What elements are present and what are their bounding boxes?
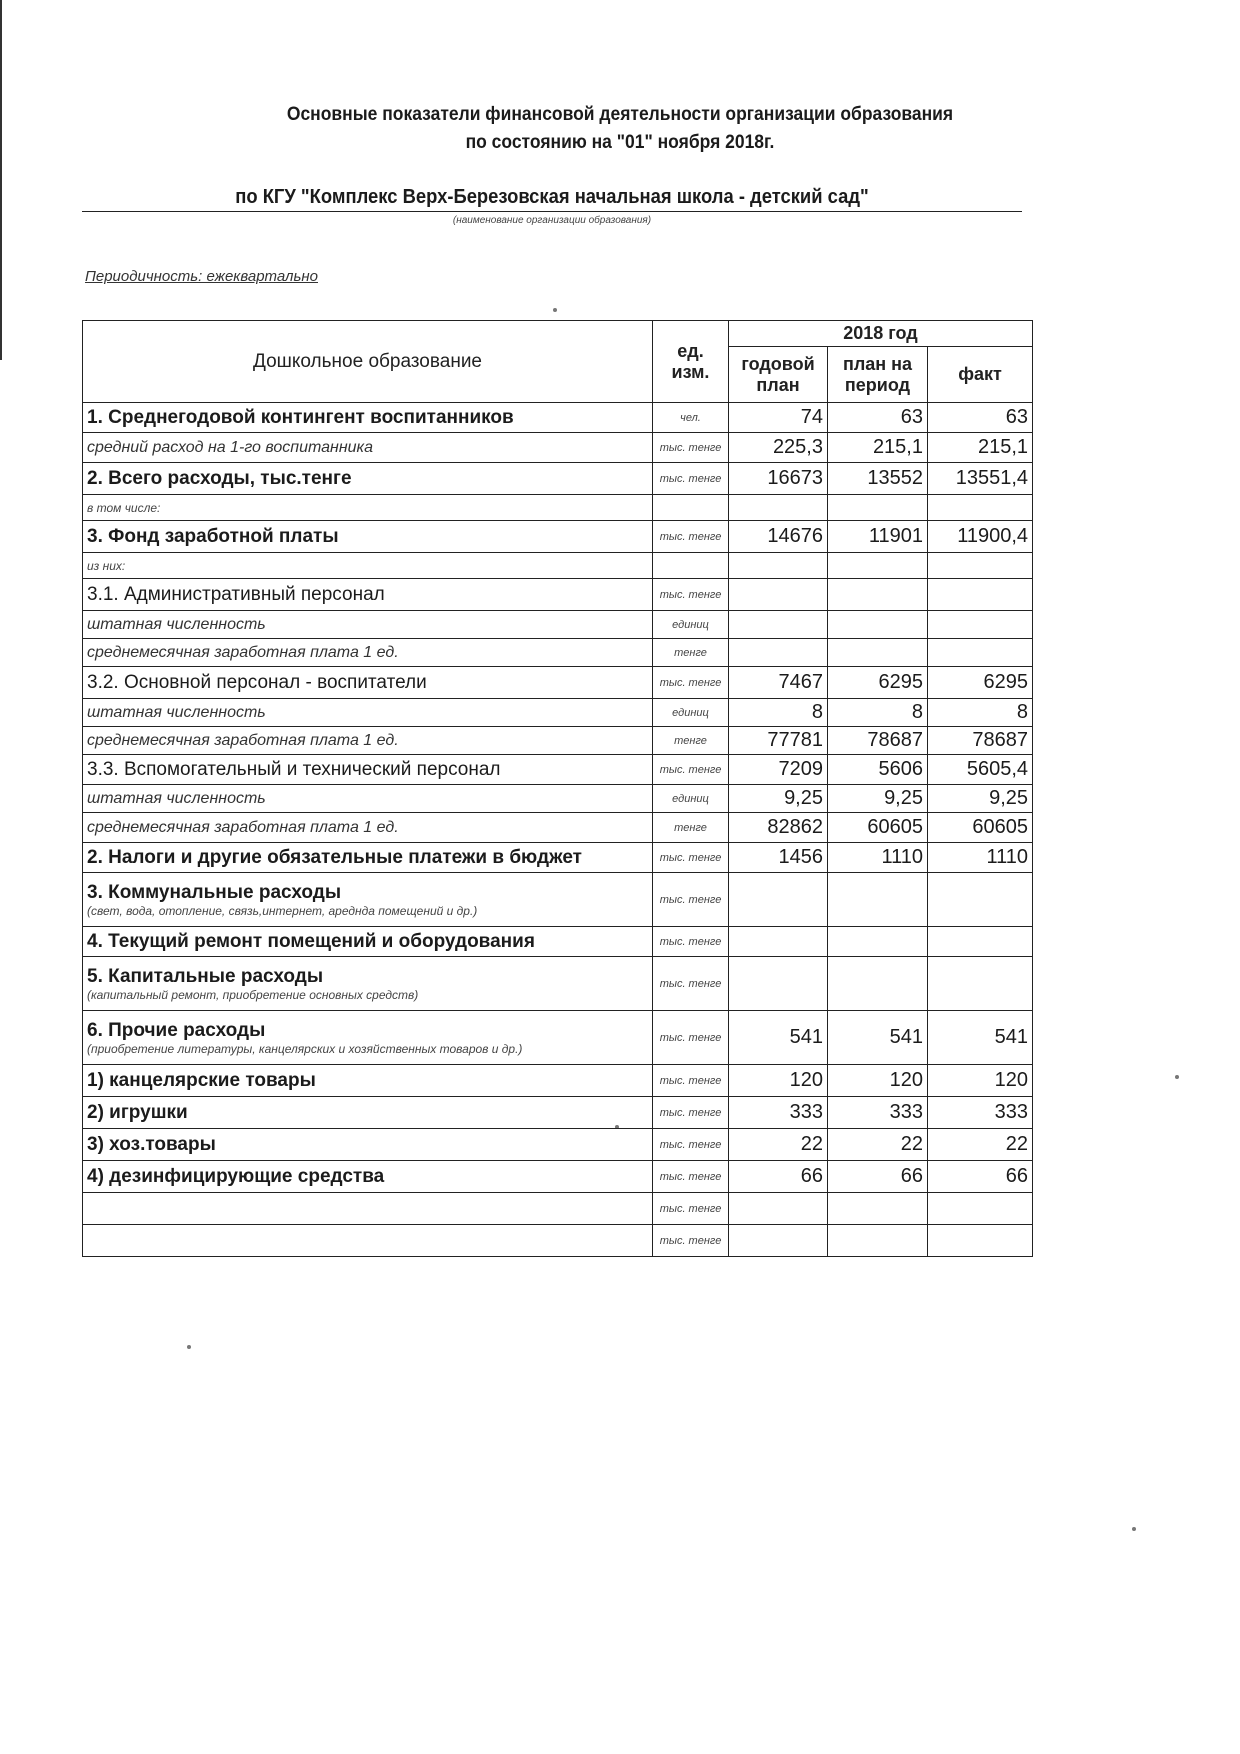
actual-cell: 11900,4 xyxy=(928,521,1033,553)
period-plan-cell xyxy=(828,873,928,927)
table-row xyxy=(83,1193,1033,1225)
unit-cell: тыс. тенге xyxy=(653,873,729,927)
annual-plan-cell: 14676 xyxy=(729,521,828,553)
period-plan-cell: 11901 xyxy=(828,521,928,553)
period-plan-cell xyxy=(828,927,928,957)
row-label: среднемесячная заработная плата 1 ед. xyxy=(87,643,399,661)
annual-plan-cell xyxy=(729,495,828,521)
actual-cell xyxy=(928,495,1033,521)
annual-plan-cell: 333 xyxy=(729,1097,828,1129)
row-label-cell xyxy=(83,553,653,579)
unit-cell: тыс. тенге xyxy=(653,433,729,463)
unit-cell: тыс. тенге xyxy=(653,927,729,957)
row-label-cell xyxy=(83,755,653,785)
periodicity: Периодичность: ежеквартально xyxy=(85,268,318,285)
row-sublabel: (приобретение литературы, канцелярских и хозяйственных товаров и др.) xyxy=(87,1041,523,1056)
unit-cell: тыс. тенге xyxy=(653,667,729,699)
table-row xyxy=(83,785,1033,813)
table-row xyxy=(83,927,1033,957)
annual-plan-header: годовой план xyxy=(729,347,828,403)
row-label: в том числе: xyxy=(87,500,161,515)
actual-cell: 9,25 xyxy=(928,785,1033,813)
row-label-cell xyxy=(83,1097,653,1129)
table-row xyxy=(83,1097,1033,1129)
row-label: 2. Всего расходы, тыс.тенге xyxy=(87,467,352,489)
actual-header: факт xyxy=(928,347,1033,403)
period-plan-cell xyxy=(828,611,928,639)
row-label-cell xyxy=(83,1161,653,1193)
scan-speck xyxy=(1132,1527,1136,1531)
table-row xyxy=(83,873,1033,927)
annual-plan-cell: 7209 xyxy=(729,755,828,785)
table-row xyxy=(83,579,1033,611)
period-plan-cell: 1110 xyxy=(828,843,928,873)
unit-cell: тыс. тенге xyxy=(653,1065,729,1097)
unit-cell: тыс. тенге xyxy=(653,843,729,873)
annual-plan-cell: 82862 xyxy=(729,813,828,843)
row-label-cell xyxy=(83,611,653,639)
actual-cell: 13551,4 xyxy=(928,463,1033,495)
period-plan-cell: 13552 xyxy=(828,463,928,495)
period-plan-cell: 63 xyxy=(828,403,928,433)
period-plan-cell: 120 xyxy=(828,1065,928,1097)
row-label: среднемесячная заработная плата 1 ед. xyxy=(87,731,399,749)
row-label-cell xyxy=(83,1193,653,1225)
row-label-cell xyxy=(83,1129,653,1161)
row-label: штатная численность xyxy=(87,703,266,721)
table-row xyxy=(83,639,1033,667)
table-row xyxy=(83,553,1033,579)
actual-cell: 60605 xyxy=(928,813,1033,843)
table-row xyxy=(83,755,1033,785)
annual-plan-cell xyxy=(729,873,828,927)
unit-cell: тыс. тенге xyxy=(653,957,729,1011)
annual-plan-cell xyxy=(729,579,828,611)
unit-cell: тенге xyxy=(653,813,729,843)
row-label-cell xyxy=(83,521,653,553)
row-label: 3.1. Административный персонал xyxy=(87,583,385,605)
period-plan-cell xyxy=(828,639,928,667)
unit-cell xyxy=(653,495,729,521)
row-label-cell xyxy=(83,667,653,699)
document-date: по состоянию на "01" ноября 2018г. xyxy=(465,132,775,153)
row-label-cell xyxy=(83,957,653,1011)
period-plan-cell: 8 xyxy=(828,699,928,727)
row-label: 2) игрушки xyxy=(87,1101,188,1123)
unit-cell: тыс. тенге xyxy=(653,1129,729,1161)
annual-plan-cell: 225,3 xyxy=(729,433,828,463)
annual-plan-cell: 77781 xyxy=(729,727,828,755)
annual-plan-cell xyxy=(729,639,828,667)
period-plan-header: план на период xyxy=(828,347,928,403)
document-title: Основные показатели финансовой деятельности организации образования xyxy=(286,104,954,125)
scan-edge-mark xyxy=(0,0,2,360)
unit-cell xyxy=(653,553,729,579)
actual-cell: 22 xyxy=(928,1129,1033,1161)
unit-cell: единиц xyxy=(653,699,729,727)
actual-cell xyxy=(928,873,1033,927)
table-row xyxy=(83,611,1033,639)
scan-speck xyxy=(187,1345,191,1349)
row-label-cell xyxy=(83,1065,653,1097)
unit-cell: тыс. тенге xyxy=(653,1161,729,1193)
unit-cell: тыс. тенге xyxy=(653,579,729,611)
actual-cell: 78687 xyxy=(928,727,1033,755)
row-label-cell xyxy=(83,403,653,433)
annual-plan-cell: 7467 xyxy=(729,667,828,699)
period-plan-cell xyxy=(828,1193,928,1225)
row-label-cell xyxy=(83,927,653,957)
unit-cell: тенге xyxy=(653,727,729,755)
unit-cell: тыс. тенге xyxy=(653,1225,729,1257)
table-row xyxy=(83,1129,1033,1161)
row-label-cell xyxy=(83,1011,653,1065)
row-label: штатная численность xyxy=(87,789,266,807)
unit-cell: единиц xyxy=(653,785,729,813)
annual-plan-cell: 74 xyxy=(729,403,828,433)
table-row xyxy=(83,1225,1033,1257)
table-row xyxy=(83,957,1033,1011)
annual-plan-cell: 541 xyxy=(729,1011,828,1065)
row-label-cell xyxy=(83,843,653,873)
row-label-cell xyxy=(83,785,653,813)
row-label: 3) хоз.товары xyxy=(87,1133,216,1155)
year-header: 2018 год xyxy=(729,321,1033,347)
actual-cell: 63 xyxy=(928,403,1033,433)
actual-cell: 1110 xyxy=(928,843,1033,873)
row-label: 1. Среднегодовой контингент воспитанников xyxy=(87,406,514,428)
unit-cell: единиц xyxy=(653,611,729,639)
row-label: из них: xyxy=(87,558,126,573)
table-row xyxy=(83,521,1033,553)
actual-cell: 215,1 xyxy=(928,433,1033,463)
finance-table xyxy=(82,320,1033,1257)
row-label: 4) дезинфицирующие средства xyxy=(87,1165,385,1187)
row-sublabel: (капитальный ремонт, приобретение основных средств) xyxy=(87,987,419,1002)
scan-speck xyxy=(553,308,557,312)
table-row xyxy=(83,667,1033,699)
row-label: 3.3. Вспомогательный и технический персонал xyxy=(87,758,501,780)
row-label-cell xyxy=(83,463,653,495)
row-label-cell xyxy=(83,495,653,521)
unit-cell: тыс. тенге xyxy=(653,755,729,785)
row-label: средний расход на 1-го воспитанника xyxy=(87,438,373,456)
annual-plan-cell: 66 xyxy=(729,1161,828,1193)
row-label: 1) канцелярские товары xyxy=(87,1069,316,1091)
period-plan-cell: 5606 xyxy=(828,755,928,785)
row-label-cell xyxy=(83,433,653,463)
actual-cell xyxy=(928,1225,1033,1257)
annual-plan-cell: 16673 xyxy=(729,463,828,495)
row-sublabel: (свет, вода, отопление, связь,интернет, аредндa помещений и др.) xyxy=(87,903,478,918)
table-row xyxy=(83,843,1033,873)
actual-cell xyxy=(928,553,1033,579)
scan-speck xyxy=(1175,1075,1179,1079)
row-label-cell xyxy=(83,639,653,667)
actual-cell: 6295 xyxy=(928,667,1033,699)
table-row xyxy=(83,433,1033,463)
period-plan-cell xyxy=(828,1225,928,1257)
actual-cell xyxy=(928,611,1033,639)
annual-plan-cell: 22 xyxy=(729,1129,828,1161)
period-plan-cell xyxy=(828,495,928,521)
period-plan-cell: 78687 xyxy=(828,727,928,755)
annual-plan-cell xyxy=(729,553,828,579)
row-label: 5. Капитальные расходы xyxy=(87,965,324,987)
section-header: Дошкольное образование xyxy=(83,321,653,403)
period-plan-cell xyxy=(828,579,928,611)
table-row xyxy=(83,727,1033,755)
period-plan-cell: 60605 xyxy=(828,813,928,843)
annual-plan-cell: 1456 xyxy=(729,843,828,873)
actual-cell: 541 xyxy=(928,1011,1033,1065)
period-plan-cell xyxy=(828,957,928,1011)
row-label-cell xyxy=(83,813,653,843)
annual-plan-cell xyxy=(729,611,828,639)
period-plan-cell: 66 xyxy=(828,1161,928,1193)
organization-note: (наименование организации образования) xyxy=(452,215,652,226)
actual-cell: 8 xyxy=(928,699,1033,727)
period-plan-cell: 6295 xyxy=(828,667,928,699)
period-plan-cell: 22 xyxy=(828,1129,928,1161)
period-plan-cell xyxy=(828,553,928,579)
unit-cell: тыс. тенге xyxy=(653,521,729,553)
actual-cell xyxy=(928,1193,1033,1225)
table-body xyxy=(83,403,1033,1257)
row-label: 3. Коммунальные расходы xyxy=(87,881,342,903)
period-plan-cell: 333 xyxy=(828,1097,928,1129)
row-label-cell xyxy=(83,1225,653,1257)
row-label: 3.2. Основной персонал - воспитатели xyxy=(87,671,427,693)
unit-cell: чел. xyxy=(653,403,729,433)
table-row xyxy=(83,463,1033,495)
table-row xyxy=(83,495,1033,521)
unit-cell: тыс. тенге xyxy=(653,1097,729,1129)
row-label: 2. Налоги и другие обязательные платежи в бюджет xyxy=(87,846,582,868)
annual-plan-cell: 120 xyxy=(729,1065,828,1097)
actual-cell: 66 xyxy=(928,1161,1033,1193)
unit-cell: тыс. тенге xyxy=(653,1193,729,1225)
actual-cell: 5605,4 xyxy=(928,755,1033,785)
unit-cell: тыс. тенге xyxy=(653,1011,729,1065)
table-row xyxy=(83,699,1033,727)
row-label: среднемесячная заработная плата 1 ед. xyxy=(87,818,399,836)
unit-cell: тенге xyxy=(653,639,729,667)
table-row xyxy=(83,1161,1033,1193)
actual-cell: 333 xyxy=(928,1097,1033,1129)
organization-underline xyxy=(82,211,1022,212)
unit-cell: тыс. тенге xyxy=(653,463,729,495)
organization-name: по КГУ "Комплекс Верх-Березовская начальная школа - детский сад" xyxy=(235,186,869,208)
table-row xyxy=(83,403,1033,433)
actual-cell xyxy=(928,579,1033,611)
row-label: 6. Прочие расходы xyxy=(87,1019,266,1041)
actual-cell xyxy=(928,957,1033,1011)
table-row xyxy=(83,1011,1033,1065)
row-label-cell xyxy=(83,727,653,755)
table-row xyxy=(83,813,1033,843)
annual-plan-cell xyxy=(729,1193,828,1225)
period-plan-cell: 9,25 xyxy=(828,785,928,813)
annual-plan-cell: 9,25 xyxy=(729,785,828,813)
row-label-cell xyxy=(83,699,653,727)
unit-header: ед. изм. xyxy=(653,321,729,403)
actual-cell: 120 xyxy=(928,1065,1033,1097)
annual-plan-cell: 8 xyxy=(729,699,828,727)
row-label: 3. Фонд заработной платы xyxy=(87,525,339,547)
row-label: штатная численность xyxy=(87,615,266,633)
annual-plan-cell xyxy=(729,1225,828,1257)
period-plan-cell: 215,1 xyxy=(828,433,928,463)
actual-cell xyxy=(928,639,1033,667)
row-label-cell xyxy=(83,579,653,611)
table-row xyxy=(83,1065,1033,1097)
period-plan-cell: 541 xyxy=(828,1011,928,1065)
annual-plan-cell xyxy=(729,957,828,1011)
row-label: 4. Текущий ремонт помещений и оборудования xyxy=(87,930,535,952)
annual-plan-cell xyxy=(729,927,828,957)
row-label-cell xyxy=(83,873,653,927)
actual-cell xyxy=(928,927,1033,957)
